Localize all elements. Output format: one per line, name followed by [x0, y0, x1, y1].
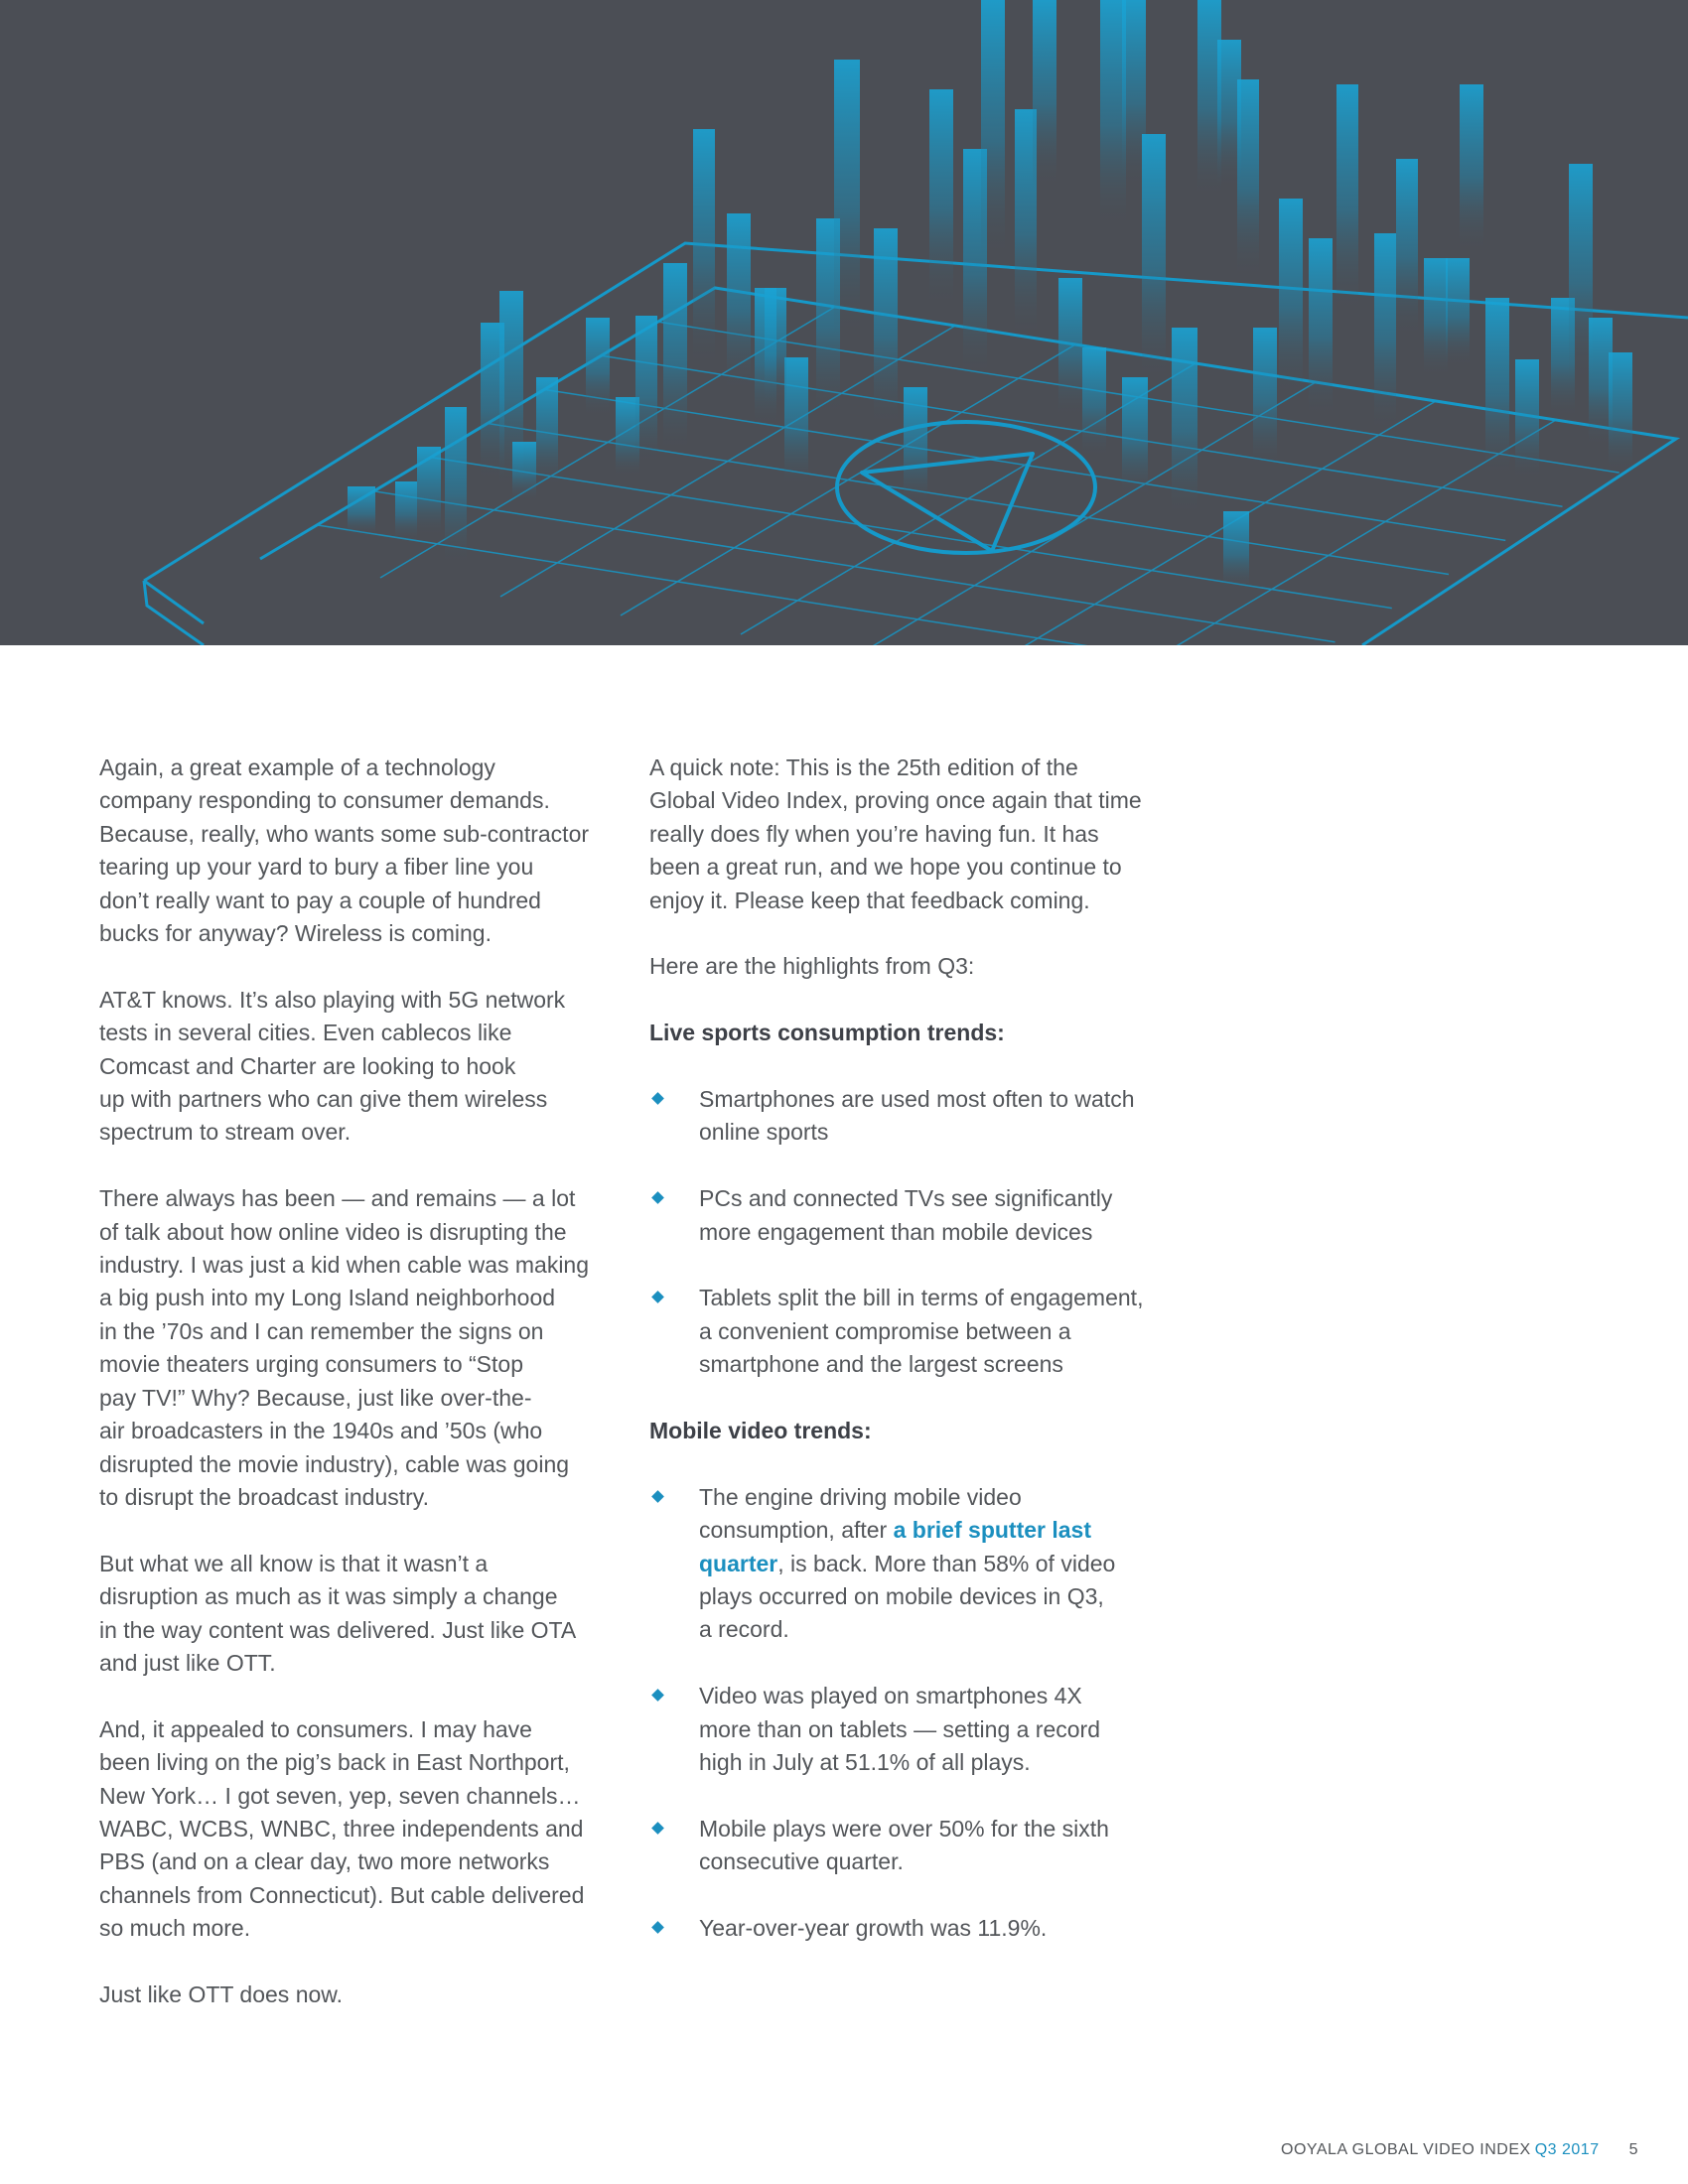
- hero-bar: [1424, 258, 1448, 377]
- list-item: [649, 1083, 1186, 1150]
- list-item-text: Tablets split the bill in terms of engagement, a convenient compromise between a smartphone and the largest screens: [699, 1285, 1144, 1378]
- page-number: 5: [1628, 2141, 1638, 2158]
- list-item: [649, 1282, 1186, 1381]
- hero-bar: [1033, 0, 1056, 189]
- list-item: [649, 1912, 1186, 1945]
- hero-bar: [981, 0, 1005, 258]
- hero-bar: [1223, 511, 1249, 591]
- right-column: [649, 751, 1186, 1979]
- list-item: [649, 1481, 1186, 1647]
- paragraph-disruption: There always has been — and remains — a lot of talk about how online video is disrupting the industry. I was just a kid when cable was making a big push into my Long Island neighborhood in the ’70s and I can remember the signs on movie theaters urging consumers to “Stop pay TV!” Why? Because, just like over-the- air broadcasters in the 1940s and ’50s (who disrupted the movie industry), cable was going to disrupt the broadcast industry.: [99, 1185, 590, 1510]
- footer-quarter: Q3 2017: [1534, 2141, 1600, 2158]
- diamond-bullet-icon: [651, 1822, 664, 1835]
- hero-bar: [874, 228, 898, 427]
- hero-bar: [1374, 233, 1396, 432]
- diamond-bullet-icon: [651, 1689, 664, 1702]
- hero-bar: [1485, 298, 1509, 477]
- left-column: [99, 751, 626, 2045]
- play-icon: [837, 422, 1095, 553]
- hero-bar: [1122, 377, 1148, 496]
- paragraph-wireless: Again, a great example of a technology company responding to consumer demands. Because, really, who wants some sub-contractor tearing up your yard to bury a fiber line you don’t really want to pay a couple of hundred bucks for anyway? Wireless is coming.: [99, 754, 590, 947]
- hero-bar: [417, 447, 441, 536]
- list-item-text-after: , is back. More than 58% of video plays occurred on mobile devices in Q3, a record.: [699, 1550, 1116, 1643]
- hero-bar: [1609, 352, 1632, 472]
- hero-bar: [693, 129, 715, 367]
- hero-bar: [1253, 328, 1277, 467]
- hero-bar: [1460, 84, 1483, 253]
- heading-live-sports: Live sports consumption trends:: [649, 1020, 1005, 1046]
- hero-bar: [1336, 84, 1358, 313]
- paragraph-consumers: And, it appealed to consumers. I may have been living on the pig’s back in East Northport, New York… I got seven, yep, seven channels… WABC, WCBS, WNBC, three independents and PBS (and on a clear day, two more networks channels from Connecticut). But cable delivered so much more.: [99, 1715, 585, 1942]
- hero-bar: [395, 481, 417, 541]
- hero-graphic: [0, 0, 1688, 645]
- hero-bar: [1142, 134, 1166, 382]
- hero-bar: [1172, 328, 1197, 516]
- hero-bar: [586, 318, 610, 417]
- hero-bar: [663, 263, 687, 452]
- list-item: [649, 1680, 1186, 1779]
- paragraph-intro: A quick note: This is the 25th edition of the Global Video Index, proving once again that time really does fly when you’re having fun. It has been a great run, and we hope you continue to enjoy it. Please keep that feedback coming.: [649, 754, 1142, 913]
- hero-bar: [1309, 238, 1333, 417]
- heading-mobile: Mobile video trends:: [649, 1418, 872, 1444]
- hero-illustration: [0, 0, 1688, 645]
- list-item-text: Mobile plays were over 50% for the sixth consecutive quarter.: [699, 1815, 1109, 1875]
- paragraph-change: But what we all know is that it wasn’t a disruption as much as it was simply a change in the way content was delivered. Just like OTA and just like OTT.: [99, 1550, 577, 1676]
- list-item-text: Video was played on smartphones 4X more than on tablets — setting a record high in July at 51.1% of all plays.: [699, 1683, 1100, 1776]
- hero-bar: [929, 89, 953, 308]
- paragraph-ott: Just like OTT does now.: [99, 1980, 344, 2007]
- diamond-bullet-icon: [651, 1191, 664, 1204]
- sputter-link[interactable]: a brief sputter last quarter: [699, 1517, 1091, 1576]
- diamond-bullet-icon: [651, 1092, 664, 1105]
- hero-bar: [635, 316, 657, 465]
- hero-bar: [445, 407, 467, 566]
- hero-bar: [348, 486, 375, 536]
- paragraph-att: AT&T knows. It’s also playing with 5G network tests in several cities. Even cablecos like Comcast and Charter are looking to hook up with partners who can give them wireless spectrum to stream over.: [99, 986, 566, 1146]
- page-footer: [1281, 2141, 1638, 2159]
- hero-bar: [1515, 359, 1539, 478]
- hero-bar: [834, 60, 860, 338]
- mobile-list: [649, 1481, 1186, 1946]
- hero-bar: [1279, 199, 1303, 397]
- hero-bar: [536, 377, 558, 486]
- diamond-bullet-icon: [651, 1292, 664, 1304]
- hero-bar: [1082, 347, 1106, 457]
- list-item-text: Year-over-year growth was 11.9%.: [699, 1915, 1048, 1942]
- list-item: [649, 1813, 1186, 1879]
- diamond-bullet-icon: [651, 1921, 664, 1934]
- hero-bar: [727, 213, 751, 392]
- hero-bar: [1237, 79, 1259, 278]
- diamond-bullet-icon: [651, 1490, 664, 1503]
- hero-bar: [1058, 278, 1082, 417]
- hero-bar: [1396, 159, 1418, 338]
- list-item-text: Smartphones are used most often to watch online sports: [699, 1086, 1135, 1146]
- list-item-text-before: The engine driving mobile video consumption, after: [699, 1483, 1022, 1544]
- hero-bar: [512, 442, 536, 501]
- list-item-text: PCs and connected TVs see significantly more engagement than mobile devices: [699, 1185, 1113, 1245]
- hero-bar: [1446, 258, 1470, 367]
- hero-bar: [784, 357, 808, 486]
- hero-bar: [765, 288, 786, 407]
- list-item: [649, 1182, 1186, 1249]
- live-sports-list: [649, 1083, 1186, 1382]
- paragraph-highlights: Here are the highlights from Q3:: [649, 953, 975, 980]
- footer-title: OOYALA GLOBAL VIDEO INDEX: [1281, 2141, 1531, 2158]
- hero-bar: [904, 387, 927, 506]
